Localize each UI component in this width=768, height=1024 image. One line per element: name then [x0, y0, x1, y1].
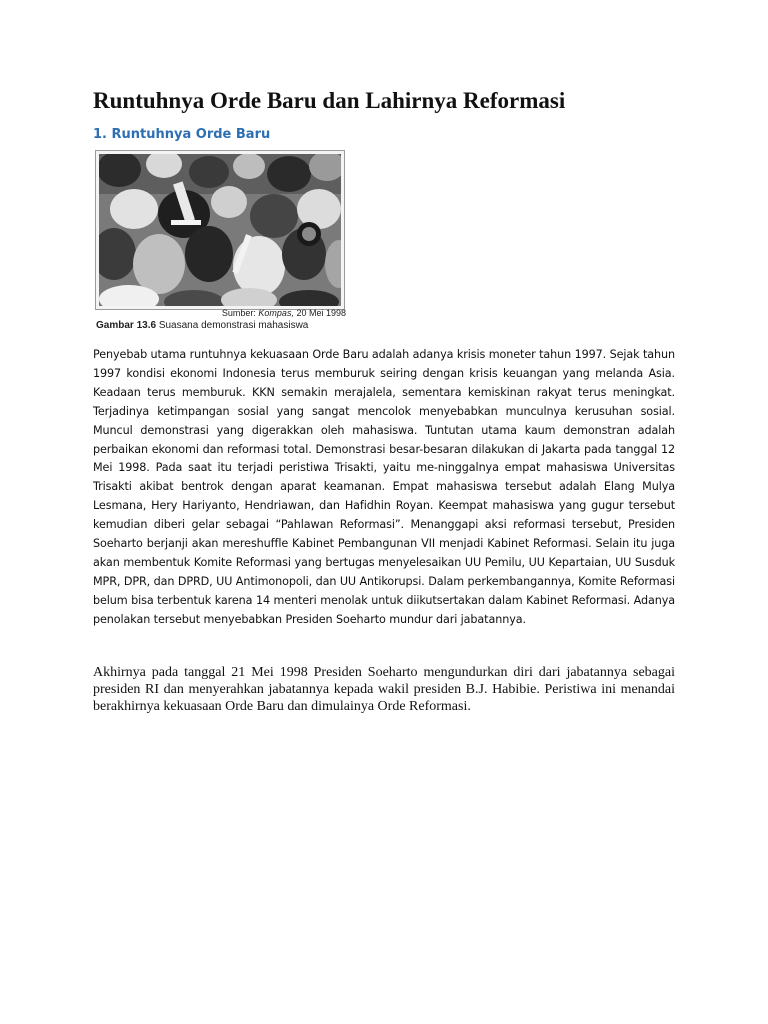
figure-caption-text: Suasana demonstrasi mahasiswa: [156, 320, 309, 331]
figure-source-date: 20 Mei 1998: [293, 308, 346, 318]
figure-frame: [95, 150, 345, 310]
figure-caption-label: Gambar 13.6: [96, 320, 157, 331]
demonstration-photo: [99, 154, 341, 306]
figure-caption: [96, 320, 308, 332]
section-heading: 1. Runtuhnya Orde Baru: [93, 127, 271, 142]
figure-source: [96, 308, 346, 318]
document-title: Runtuhnya Orde Baru dan Lahirnya Reformasi: [93, 88, 566, 113]
figure-source-label: Sumber:: [221, 308, 259, 318]
figure-source-name: Kompas,: [258, 308, 294, 318]
body-paragraph-1: Penyebab utama runtuhnya kekuasaan Orde Baru adalah adanya krisis moneter tahun 1997. Sejak tahun 1997 kondisi ekonomi Indonesia terus memburuk seiring dengan krisis keuangan yang melanda Asia. Keadaan terus memburuk. KKN semakin merajalela, sementara kemiskinan rakyat terus meningkat. Terjadinya ketimpangan sosial yang sangat mencolok menyebabkan munculnya kerusuhan sosial. Muncul demonstrasi yang digerakkan oleh mahasiswa. Tuntutan utama kaum demonstran adalah perbaikan ekonomi dan reformasi total. Demonstrasi besar-besaran dilakukan di Jakarta pada tanggal 12 Mei 1998. Pada saat itu terjadi peristiwa Trisakti, yaitu me-ninggalnya empat mahasiswa Universitas Trisakti akibat bentrok dengan aparat keamanan. Empat mahasiswa tersebut adalah Elang Mulya Lesmana, Hery Hariyanto, Hendriawan, dan Hafidhin Royan. Keempat mahasiswa yang gugur tersebut kemudian diberi gelar sebagai “Pahlawan Reformasi”. Menanggapi aksi reformasi tersebut, Presiden Soeharto berjanji akan mereshuffle Kabinet Pembangunan VII menjadi Kabinet Reformasi. Selain itu juga akan membentuk Komite Reformasi yang bertugas menyelesaikan UU Pemilu, UU Kepartaian, UU Susduk MPR, DPR, dan DPRD, UU Antimonopoli, dan UU Antikorupsi. Dalam perkembangannya, Komite Reformasi belum bisa terbentuk karena 14 menteri menolak untuk diikutsertakan dalam Kabinet Reformasi. Adanya penolakan tersebut menyebabkan Presiden Soeharto mundur dari jabatannya.: [93, 348, 675, 626]
body-paragraph-2: Akhirnya pada tanggal 21 Mei 1998 Presiden Soeharto mengundurkan diri dari jabatannya sebagai presiden RI dan menyerahkan jabatannya kepada wakil presiden B.J. Habibie. Peristiwa ini menandai berakhirnya kekuasaan Orde Baru dan dimulainya Orde Reformasi.: [93, 665, 675, 714]
